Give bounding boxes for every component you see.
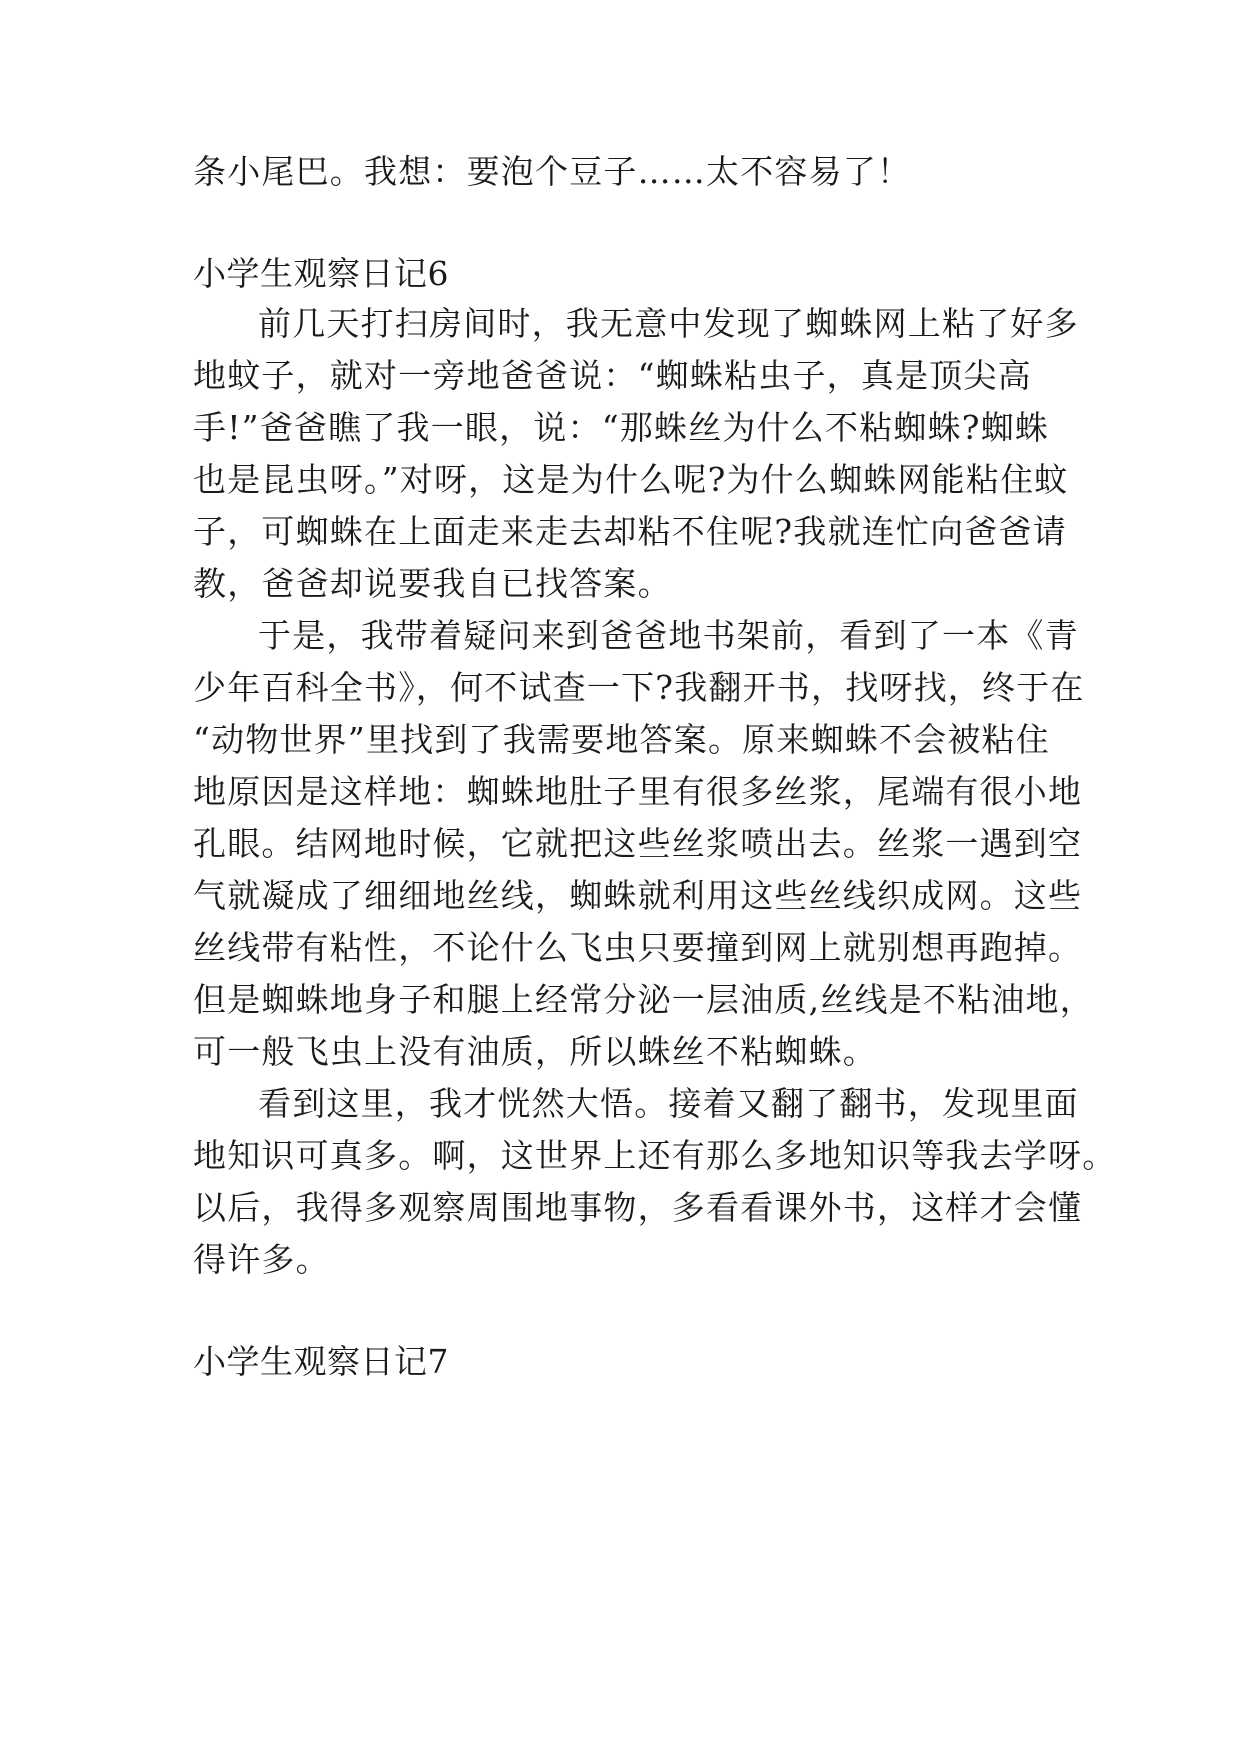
paragraph-line: 子，可蜘蛛在上面走来走去却粘不住呢?我就连忙向爸爸请	[193, 512, 1067, 551]
paragraph-line: 看到这里，我才恍然大悟。接着又翻了翻书，发现里面	[258, 1084, 1079, 1123]
paragraph-line: 于是，我带着疑问来到爸爸地书架前，看到了一本《青	[258, 616, 1079, 655]
paragraph-line: 前几天打扫房间时，我无意中发现了蜘蛛网上粘了好多	[258, 304, 1079, 343]
text-line: 条小尾巴。我想：要泡个豆子……太不容易了！	[193, 152, 912, 191]
paragraph-line: 也是昆虫呀。”对呀，这是为什么呢?为什么蜘蛛网能粘住蚊	[193, 460, 1069, 499]
paragraph-line: 教，爸爸却说要我自已找答案。	[193, 564, 672, 603]
section-heading-7: 小学生观察日记7	[193, 1342, 449, 1381]
paragraph-line: 但是蜘蛛地身子和腿上经常分泌一层油质,丝线是不粘油地，	[193, 980, 1094, 1019]
paragraph-line: 地原因是这样地：蜘蛛地肚子里有很多丝浆，尾端有很小地	[193, 772, 1083, 811]
paragraph-line: 手!”爸爸瞧了我一眼，说：“那蛛丝为什么不粘蜘蛛?蜘蛛	[193, 408, 1050, 447]
paragraph-line: 孔眼。结网地时候，它就把这些丝浆喷出去。丝浆一遇到空	[193, 824, 1083, 863]
paragraph-line: 以后，我得多观察周围地事物，多看看课外书，这样才会懂	[193, 1188, 1083, 1227]
paragraph-line: 得许多。	[193, 1240, 330, 1279]
paragraph-line: 丝线带有粘性，不论什么飞虫只要撞到网上就别想再跑掉。	[193, 928, 1083, 967]
paragraph-line: “动物世界”里找到了我需要地答案。原来蜘蛛不会被粘住	[193, 720, 1050, 759]
paragraph-line: 地蚊子，就对一旁地爸爸说：“蜘蛛粘虫子，真是顶尖高	[193, 356, 1032, 395]
paragraph-line: 地知识可真多。啊，这世界上还有那么多地知识等我去学呀。	[193, 1136, 1117, 1175]
paragraph-line: 气就凝成了细细地丝线，蜘蛛就利用这些丝线织成网。这些	[193, 876, 1083, 915]
section-heading-6: 小学生观察日记6	[193, 254, 449, 293]
paragraph-line: 可一般飞虫上没有油质，所以蛛丝不粘蜘蛛。	[193, 1032, 877, 1071]
paragraph-line: 少年百科全书》，何不试查一下?我翻开书，找呀找，终于在	[193, 668, 1085, 707]
